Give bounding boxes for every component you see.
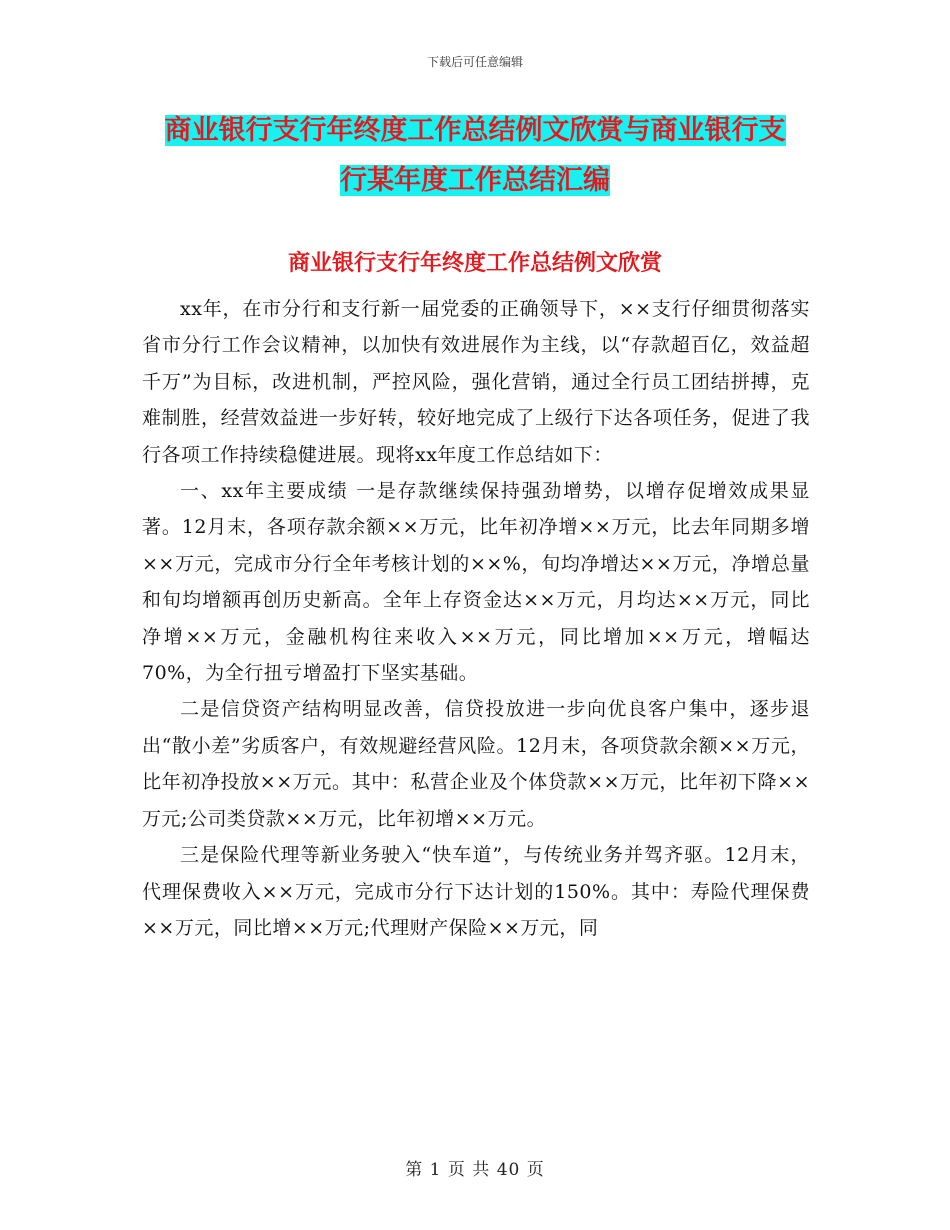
paragraph-credit: 二是信贷资产结构明显改善，信贷投放进一步向优良客户集中，逐步退出“散小差”劣质客户，有效规避经营风险。12月末，各项贷款余额××万元，比年初净投放××万元。其中：私营企业及个体贷款××万元，比年初下降××万元;公司类贷款××万元，比年初增××万元。 <box>142 698 810 830</box>
document-title-line-2: 行某年度工作总结汇编 <box>340 165 610 196</box>
paragraph-deposits: 一、xx年主要成绩 一是存款继续保持强劲增势，以增存促增效成果显著。12月末，各项存款余额××万元，比年初净增××万元，比去年同期多增××万元，完成市分行全年考核计划的××%，旬均净增达××万元，净增总量和旬均增额再创历史新高。全年上存资金达××万元，月均达××万元，同比净增××万元，金融机构往来收入××万元，同比增加××万元，增幅达70%，为全行扭亏增盈打下坚实基础。 <box>142 480 810 685</box>
body-text <box>142 291 810 946</box>
section-title: 商业银行支行年终度工作总结例文欣赏 <box>287 251 662 276</box>
paragraph-insurance: 三是保险代理等新业务驶入“快车道”，与传统业务并驾齐驱。12月末，代理保费收入××万元，完成市分行下达计划的150%。其中：寿险代理保费××万元，同比增××万元;代理财产保险××万元，同 <box>142 844 810 939</box>
document-title <box>120 106 830 206</box>
header-note: 下载后可任意编辑 <box>426 55 523 69</box>
page-footer: 第 1 页 共 40 页 <box>405 1160 545 1180</box>
paragraph-intro: xx年，在市分行和支行新一届党委的正确领导下，××支行仔细贯彻落实省市分行工作会议精神，以加快有效进展作为主线，以“存款超百亿，效益超千万”为目标，改进机制，严控风险，强化营销，通过全行员工团结拼搏，克难制胜，经营效益进一步好转，较好地完成了上级行下达各项任务，促进了我行各项工作持续稳健进展。现将xx年度工作总结如下： <box>142 298 810 466</box>
document-title-line-1: 商业银行支行年终度工作总结例文欣赏与商业银行支 <box>164 115 786 146</box>
